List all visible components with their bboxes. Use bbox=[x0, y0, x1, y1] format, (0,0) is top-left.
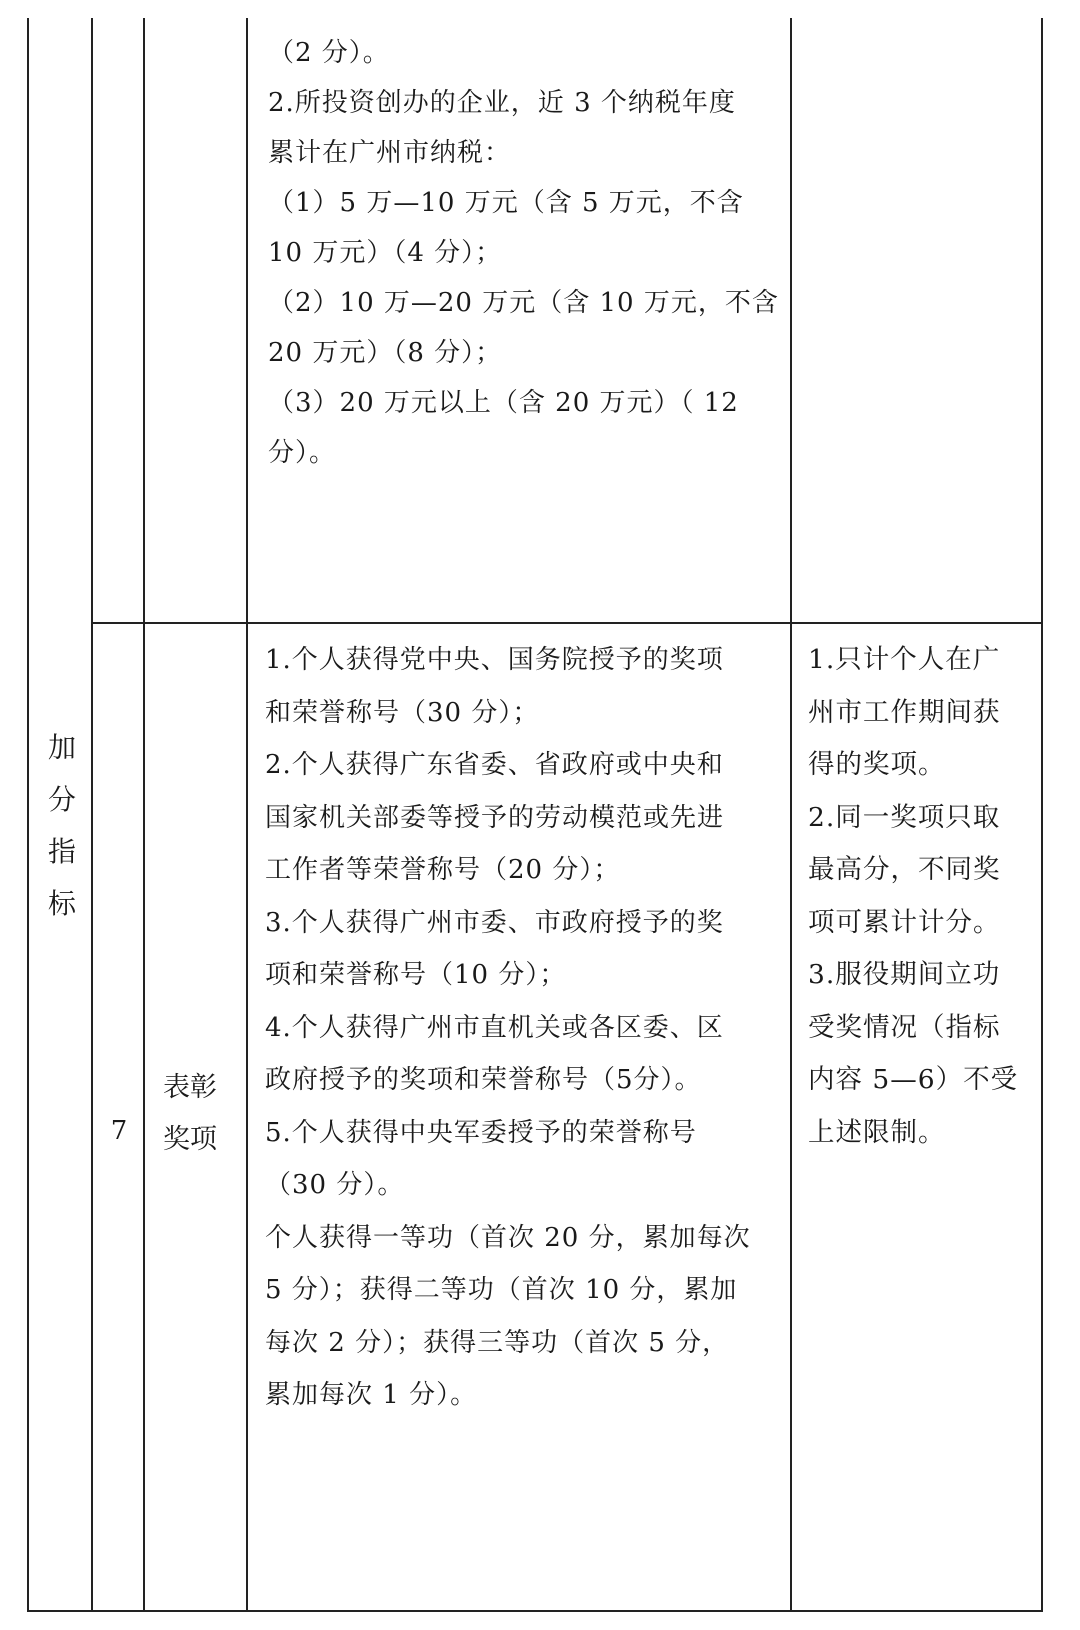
content-line: 工作者等荣誉称号（20 分）； bbox=[265, 855, 621, 885]
content-line: 5 分）；获得二等功（首次 10 分，累加 bbox=[265, 1275, 738, 1305]
row-item-name bbox=[163, 1062, 217, 1166]
content-line: 2.所投资创办的企业，近 3 个纳税年度 bbox=[268, 88, 736, 118]
content-line: 3.个人获得广州市委、市政府授予的奖 bbox=[265, 907, 724, 938]
content-line: 每次 2 分）；获得三等功（首次 5 分， bbox=[265, 1327, 730, 1358]
content-line: 4.个人获得广州市直机关或各区委、区 bbox=[265, 1012, 724, 1043]
content-line: （3）20 万元以上（含 20 万元）（ 12 bbox=[268, 388, 739, 418]
table-border-bottom bbox=[27, 1610, 1043, 1612]
content-line: 5.个人获得中央军委授予的荣誉称号 bbox=[265, 1117, 697, 1148]
category-label-char: 加 bbox=[47, 731, 76, 764]
content-line: 累加每次 1 分）。 bbox=[265, 1380, 478, 1410]
row-divider bbox=[92, 622, 1042, 624]
content-line: 20 万元）（8 分）； bbox=[268, 338, 503, 368]
table-divider-category bbox=[91, 18, 93, 1612]
note-line: 得的奖项。 bbox=[808, 749, 946, 780]
note-line: 州市工作期间获 bbox=[808, 696, 1001, 728]
note-line: 3.服役期间立功 bbox=[808, 959, 1001, 990]
content-line: （1）5 万—10 万元（含 5 万元，不含 bbox=[268, 188, 744, 218]
content-line: （30 分）。 bbox=[265, 1170, 405, 1200]
note-line: 1.只计个人在广 bbox=[808, 644, 1001, 675]
content-line: 累计在广州市纳税： bbox=[268, 138, 512, 168]
content-line: 国家机关部委等授予的劳动模范或先进 bbox=[265, 802, 725, 833]
table-border-left bbox=[27, 18, 29, 1612]
note-line: 最高分，不同奖 bbox=[808, 854, 1001, 885]
content-line: 2.个人获得广东省委、省政府或中央和 bbox=[265, 750, 724, 780]
content-line: 1.个人获得党中央、国务院授予的奖项 bbox=[265, 645, 724, 675]
note-line: 受奖情况（指标 bbox=[808, 1011, 1001, 1043]
table-border-right bbox=[1041, 18, 1043, 1612]
category-label-char: 分 bbox=[47, 783, 76, 816]
table-divider-content bbox=[790, 18, 792, 1612]
item-name-line: 奖项 bbox=[163, 1124, 217, 1155]
note-line: 内容 5—6）不受 bbox=[808, 1064, 1019, 1095]
note-line: 上述限制。 bbox=[808, 1116, 946, 1148]
table-divider-name bbox=[246, 18, 248, 1612]
category-label-char: 指 bbox=[47, 835, 76, 868]
note-line: 项可累计计分。 bbox=[808, 906, 1001, 938]
table-divider-number bbox=[143, 18, 145, 1612]
item-name-line: 表彰 bbox=[163, 1072, 217, 1103]
note-line: 2.同一奖项只取 bbox=[808, 801, 1001, 833]
content-line: 10 万元）（4 分）； bbox=[268, 238, 503, 268]
row-number: 7 bbox=[110, 1116, 128, 1146]
content-line: 项和荣誉称号（10 分）； bbox=[265, 960, 567, 990]
content-line: 政府授予的奖项和荣誉称号（5分）。 bbox=[265, 1065, 702, 1095]
row-notes-cell bbox=[808, 634, 1018, 1159]
content-line: （2）10 万—20 万元（含 10 万元，不含 bbox=[268, 288, 779, 318]
content-line: 分）。 bbox=[268, 438, 337, 468]
row-content-cell bbox=[265, 634, 751, 1422]
row-content-cell bbox=[268, 28, 779, 478]
content-line: 个人获得一等功（首次 20 分，累加每次 bbox=[265, 1222, 751, 1253]
content-line: （2 分）。 bbox=[268, 38, 390, 68]
content-line: 和荣誉称号（30 分）； bbox=[265, 697, 540, 728]
category-label-char: 标 bbox=[47, 887, 76, 920]
